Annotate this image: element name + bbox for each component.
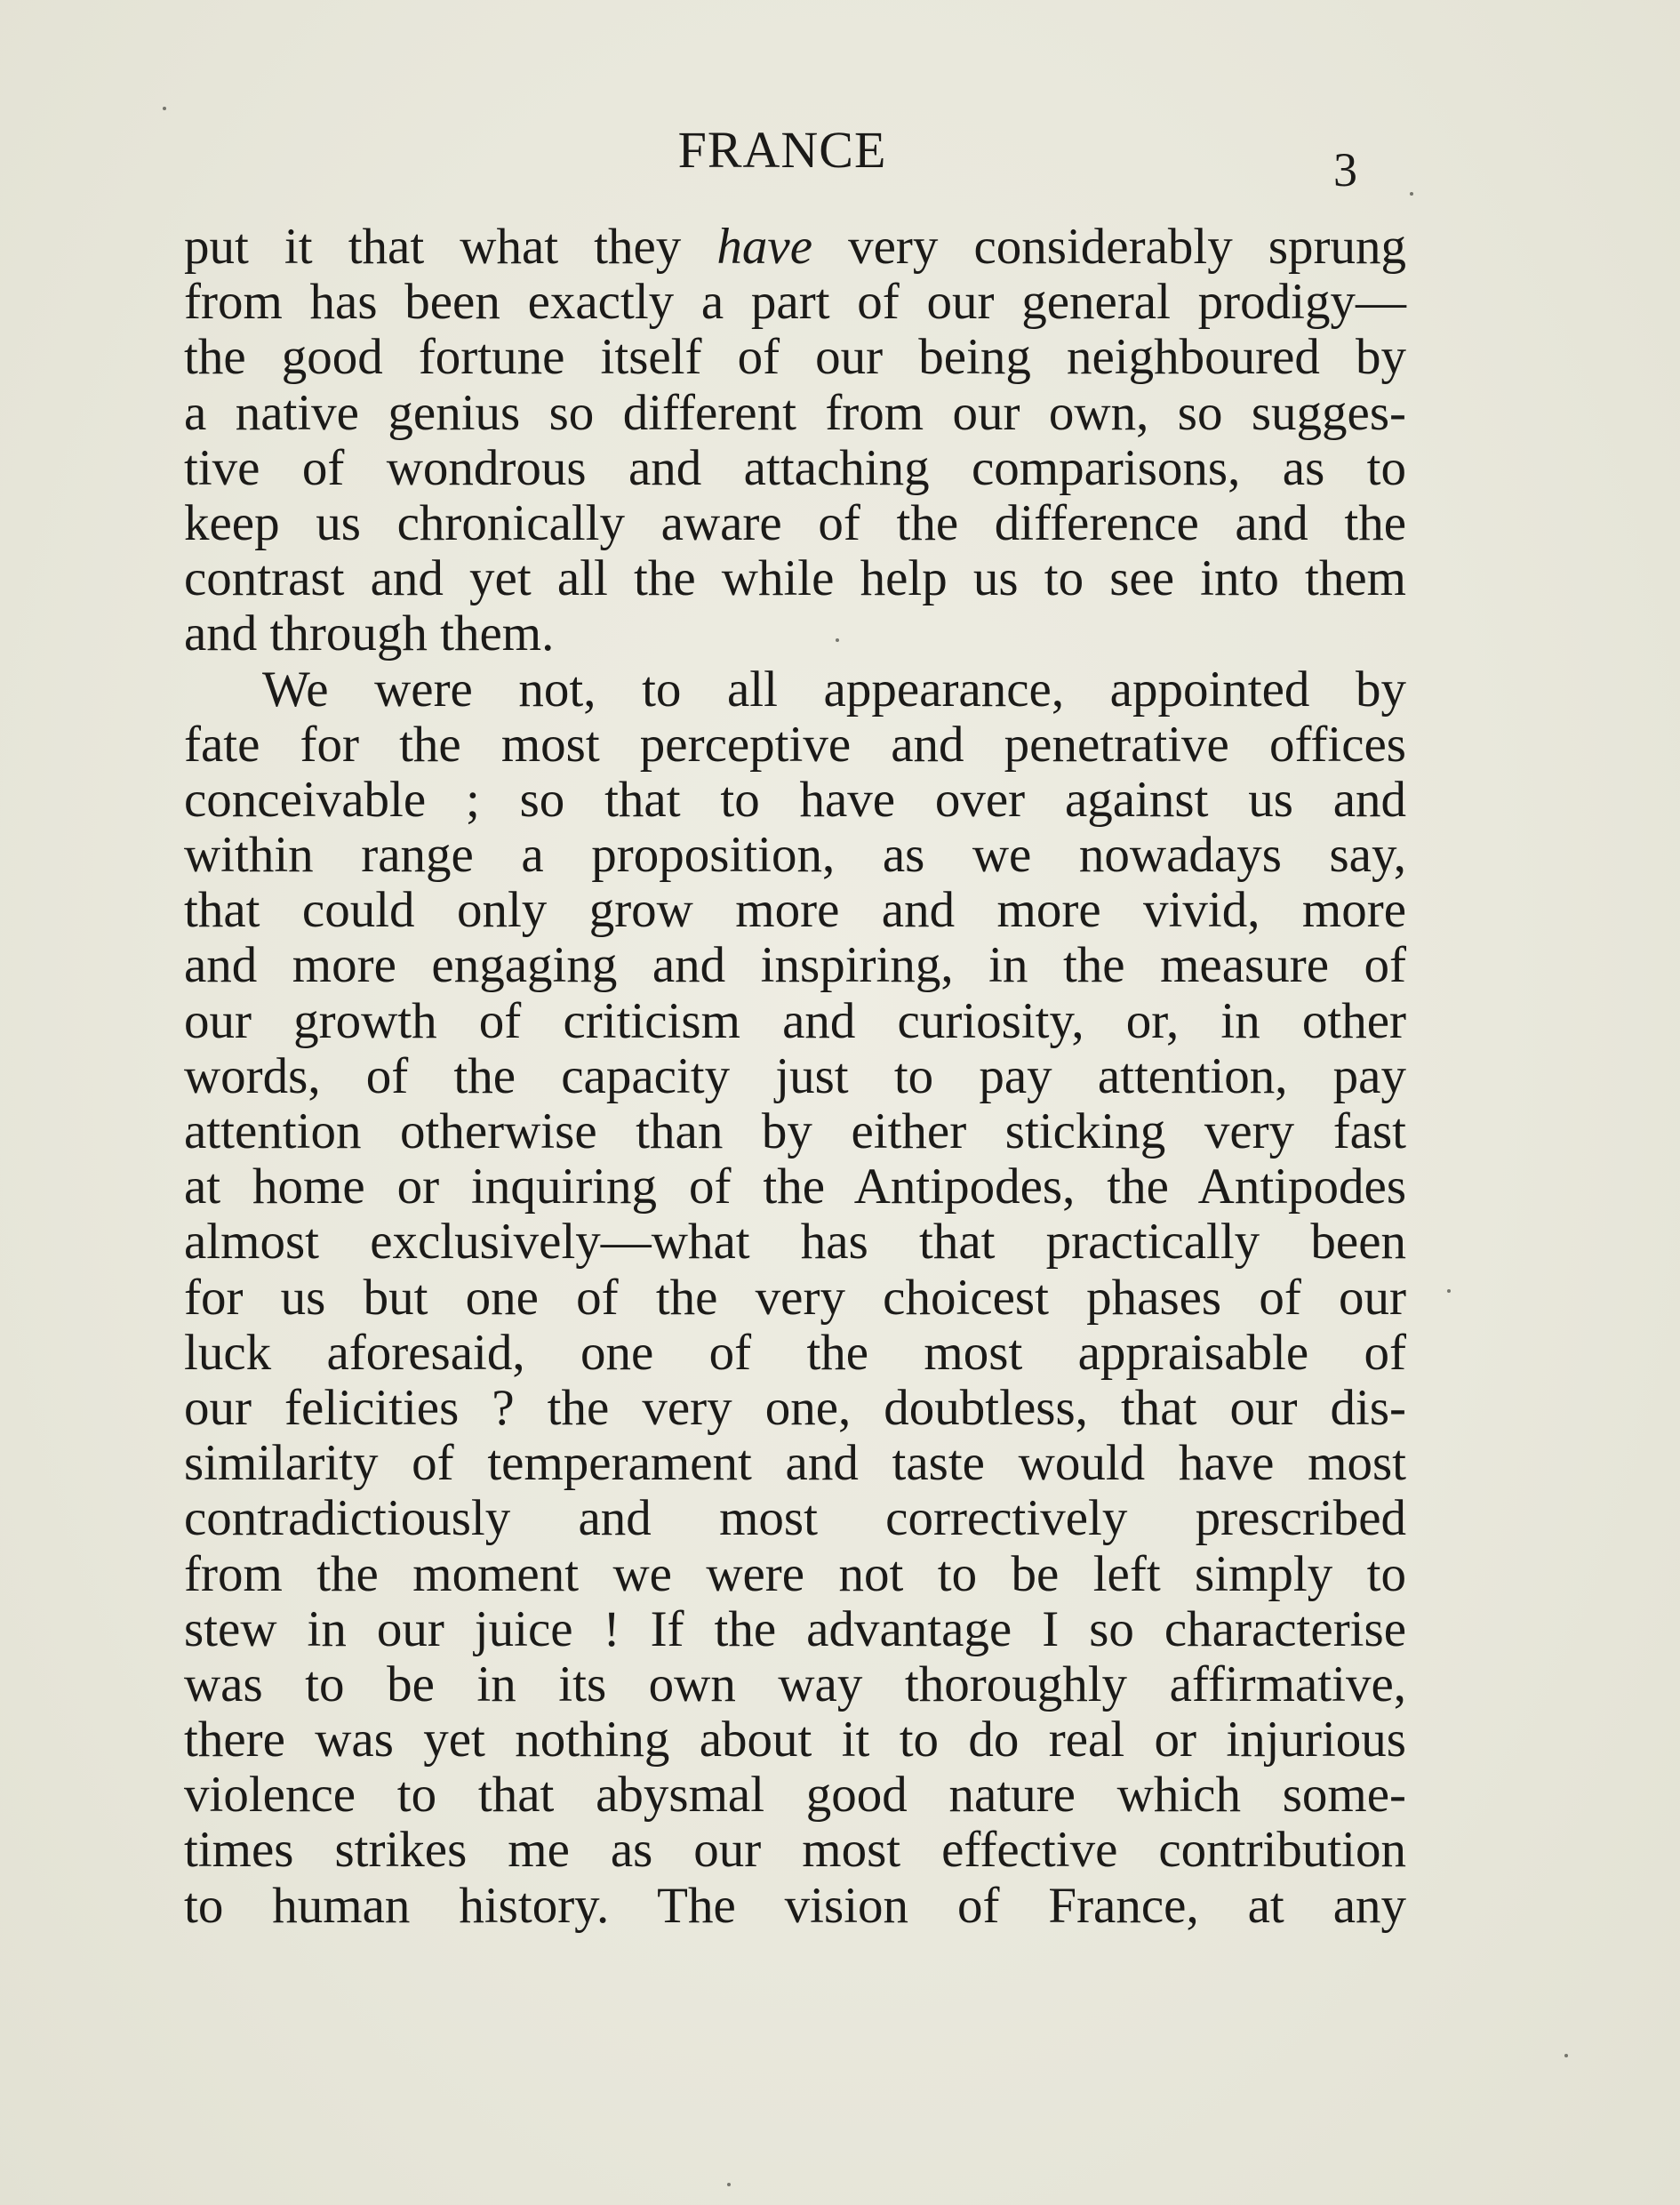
text-run: from the moment we were not to be left simply to — [184, 1545, 1406, 1602]
text-run: words, of the capacity just to pay attention, pay — [184, 1047, 1406, 1104]
text-line — [184, 994, 1406, 1049]
text-run: within range a proposition, as we nowadays say, — [184, 827, 1406, 884]
text-run: attention otherwise than by either sticking very fast — [184, 1103, 1406, 1159]
text-run: tive of wondrous and attaching comparisons, as to — [184, 439, 1406, 496]
text-line — [184, 1271, 1406, 1326]
text-run: conceivable ; so that to have over against us and — [184, 771, 1406, 828]
text-line — [184, 1657, 1406, 1712]
text-line — [184, 1823, 1406, 1878]
text-line — [184, 828, 1406, 883]
text-run: fate for the most perceptive and penetrative offices — [184, 716, 1406, 773]
body-text — [184, 220, 1406, 1934]
text-line — [184, 330, 1406, 385]
text-line — [184, 1879, 1406, 1934]
running-head — [0, 119, 1680, 196]
text-line — [184, 1381, 1406, 1436]
text-run: the good fortune itself of our being neighboured by — [184, 329, 1406, 386]
scan-speck — [163, 107, 166, 110]
text-line — [184, 1104, 1406, 1159]
page-number: 3 — [1333, 143, 1357, 196]
text-run: keep us chronically aware of the difference and the — [184, 494, 1406, 551]
text-run: that could only grow more and more vivid, more — [184, 882, 1406, 939]
text-line — [184, 1768, 1406, 1823]
text-line — [184, 718, 1406, 773]
text-run: at home or inquiring of the Antipodes, the Antipodes — [184, 1159, 1406, 1215]
chapter-title: FRANCE — [677, 121, 887, 179]
text-line — [184, 606, 1406, 662]
text-line — [184, 1712, 1406, 1768]
scan-speck — [1447, 1289, 1451, 1293]
text-run: to human history. The vision of France, at any — [184, 1877, 1406, 1934]
text-line — [184, 1049, 1406, 1104]
scan-speck — [836, 638, 839, 642]
text-line — [184, 220, 1406, 275]
text-run: and more engaging and inspiring, in the measure of — [184, 937, 1406, 994]
text-run: contradictiously and most correctively prescribed — [184, 1490, 1406, 1547]
text-line — [184, 441, 1406, 496]
text-line — [184, 1602, 1406, 1657]
text-run: contrast and yet all the while help us to see into them — [184, 550, 1406, 607]
text-line — [184, 662, 1406, 718]
text-run: a native genius so different from our own, so sugges- — [184, 384, 1406, 441]
text-run: stew in our juice ! If the advantage I so characterise — [184, 1600, 1406, 1657]
italic-text: have — [716, 219, 813, 275]
text-run: very considerably sprung — [812, 219, 1406, 275]
text-run: similarity of temperament and taste would have most — [184, 1435, 1406, 1492]
text-run: our felicities ? the very one, doubtless, that our dis- — [184, 1379, 1406, 1436]
text-run: almost exclusively—what has that practically been — [184, 1214, 1406, 1271]
text-run: luck aforesaid, one of the most appraisable of — [184, 1324, 1406, 1381]
text-line — [184, 1491, 1406, 1546]
text-line — [184, 386, 1406, 441]
scan-speck — [1410, 192, 1413, 196]
paragraph — [184, 662, 1406, 1934]
text-line — [184, 1326, 1406, 1381]
text-run: was to be in its own way thoroughly affirmative, — [184, 1656, 1406, 1712]
text-line — [184, 773, 1406, 828]
text-run: times strikes me as our most effective contribution — [184, 1822, 1406, 1879]
text-run: from has been exactly a part of our general prodigy— — [184, 274, 1406, 331]
text-line — [184, 1159, 1406, 1215]
text-line — [184, 551, 1406, 606]
text-run: put it that what they — [184, 219, 717, 275]
scan-speck — [1564, 2054, 1568, 2057]
text-run: violence to that abysmal good nature which some- — [184, 1767, 1406, 1824]
text-line — [184, 1436, 1406, 1491]
text-line — [184, 883, 1406, 938]
text-line — [184, 1215, 1406, 1270]
scan-speck — [727, 2183, 731, 2186]
text-line — [184, 938, 1406, 993]
text-run: for us but one of the very choicest phases of our — [184, 1269, 1406, 1326]
text-line — [184, 1547, 1406, 1602]
text-line — [184, 275, 1406, 330]
text-run: our growth of criticism and curiosity, or, in other — [184, 992, 1406, 1049]
text-line — [184, 496, 1406, 551]
text-run: there was yet nothing about it to do real or injurious — [184, 1712, 1406, 1768]
text-run: We were not, to all appearance, appointed by — [262, 661, 1406, 718]
text-run: and through them. — [184, 605, 555, 662]
paragraph — [184, 220, 1406, 662]
